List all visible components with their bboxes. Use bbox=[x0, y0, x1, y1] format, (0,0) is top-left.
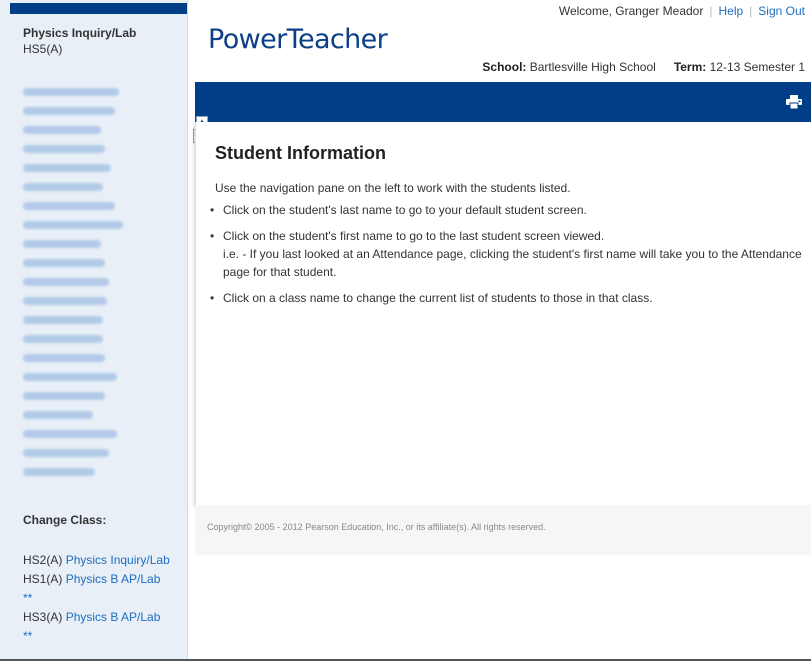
student-link[interactable] bbox=[23, 348, 123, 367]
welcome-bar bbox=[559, 4, 805, 18]
student-list bbox=[23, 82, 123, 481]
separator: | bbox=[709, 4, 713, 18]
student-link[interactable] bbox=[23, 462, 123, 481]
student-link[interactable] bbox=[23, 120, 123, 139]
instruction-text: Click on a class name to change the current list of students to those in that class. bbox=[223, 291, 653, 305]
student-link[interactable] bbox=[23, 234, 123, 253]
student-link[interactable] bbox=[23, 82, 123, 101]
student-link[interactable] bbox=[23, 177, 123, 196]
student-link[interactable] bbox=[23, 329, 123, 348]
current-class-name: Physics Inquiry/Lab bbox=[23, 26, 137, 40]
student-link[interactable] bbox=[23, 291, 123, 310]
student-link[interactable] bbox=[23, 443, 123, 462]
class-link[interactable]: Physics Inquiry/Lab bbox=[65, 553, 170, 567]
intro-text: Use the navigation pane on the left to work with the students listed. bbox=[215, 181, 571, 195]
student-link[interactable] bbox=[23, 215, 123, 234]
school-label: School: bbox=[482, 60, 527, 74]
class-link[interactable]: Physics B AP/Lab ** bbox=[23, 572, 161, 605]
change-class-item bbox=[23, 608, 173, 646]
instruction-text: Click on the student's first name to go to the last student screen viewed. bbox=[223, 229, 605, 243]
class-section-label: HS3(A) bbox=[23, 610, 63, 624]
term-label: Term: bbox=[673, 60, 707, 74]
change-class-list bbox=[23, 551, 173, 646]
student-link[interactable] bbox=[23, 101, 123, 120]
printer-icon[interactable] bbox=[786, 95, 802, 109]
instruction-item bbox=[210, 289, 810, 307]
current-class bbox=[23, 25, 136, 57]
instruction-item bbox=[210, 227, 810, 281]
instruction-example: i.e. - If you last looked at an Attendance page, clicking the student's first name will take you to the Attendance page for that student. bbox=[223, 247, 802, 279]
sidebar-top-bar bbox=[10, 3, 187, 14]
page-title: Student Information bbox=[215, 143, 386, 163]
sign-out-link[interactable]: Sign Out bbox=[758, 4, 805, 18]
footer bbox=[195, 505, 811, 555]
student-link[interactable] bbox=[23, 310, 123, 329]
student-link[interactable] bbox=[23, 253, 123, 272]
welcome-text: Welcome, Granger Meador bbox=[558, 4, 704, 18]
student-link[interactable] bbox=[23, 139, 123, 158]
school-value: Bartlesville High School bbox=[529, 60, 656, 74]
instruction-list bbox=[210, 201, 810, 315]
content-toolbar bbox=[195, 82, 811, 122]
school-term-info bbox=[482, 60, 805, 74]
student-link[interactable] bbox=[23, 424, 123, 443]
change-class-heading: Change Class: bbox=[23, 513, 107, 527]
class-section-label: HS2(A) bbox=[23, 553, 63, 567]
powerteacher-logo[interactable]: PowerTeacher bbox=[208, 24, 388, 55]
main-content bbox=[195, 122, 811, 505]
student-link[interactable] bbox=[23, 158, 123, 177]
term-value: 12-13 Semester 1 bbox=[709, 60, 805, 74]
student-link[interactable] bbox=[23, 196, 123, 215]
current-class-section: HS5(A) bbox=[23, 42, 63, 56]
student-link[interactable] bbox=[23, 367, 123, 386]
change-class-item bbox=[23, 570, 173, 608]
instruction-item bbox=[210, 201, 810, 219]
class-link[interactable]: Physics B AP/Lab ** bbox=[23, 610, 161, 643]
instruction-text: Click on the student's last name to go to your default student screen. bbox=[223, 203, 587, 217]
student-link[interactable] bbox=[23, 405, 123, 424]
student-link[interactable] bbox=[23, 386, 123, 405]
class-section-label: HS1(A) bbox=[23, 572, 63, 586]
sidebar-navigation bbox=[0, 0, 188, 661]
student-link[interactable] bbox=[23, 272, 123, 291]
change-class-item bbox=[23, 551, 173, 570]
separator: | bbox=[749, 4, 753, 18]
copyright-text: Copyright© 2005 - 2012 Pearson Education, Inc., or its affiliate(s). All rights reserved. bbox=[207, 522, 546, 532]
help-link[interactable]: Help bbox=[718, 4, 744, 18]
